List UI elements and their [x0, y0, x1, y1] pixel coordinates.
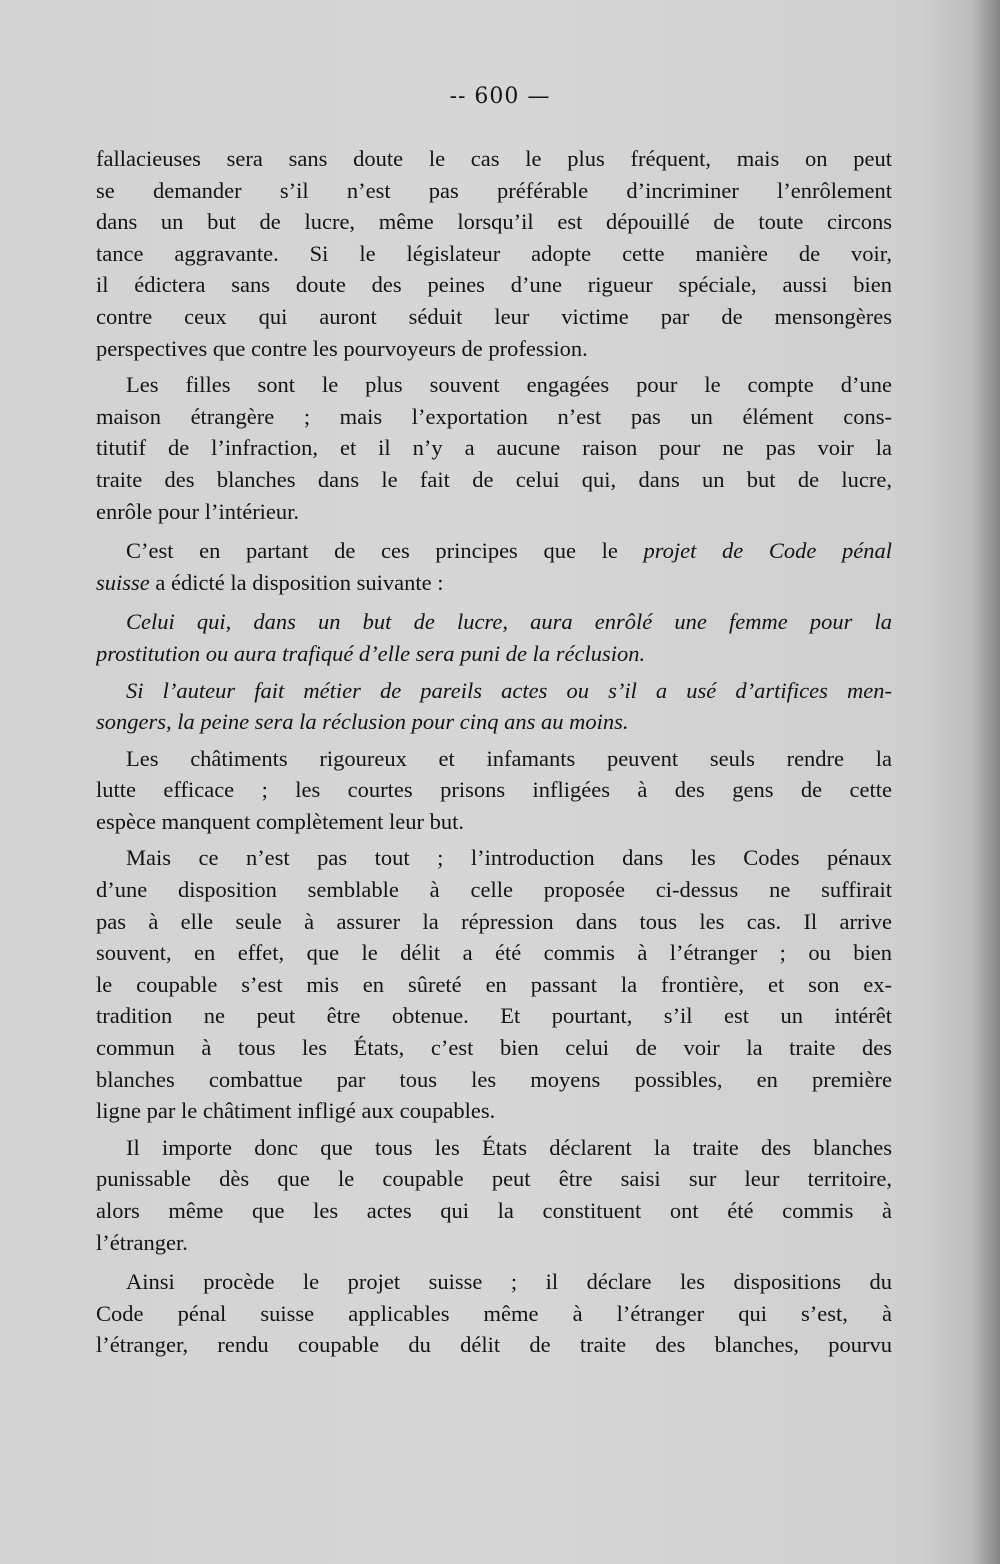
text-line: tradition ne peut être obtenue. Et pourtant, s’il est un intérêt [96, 1003, 892, 1029]
text-line: Ainsi procède le projet suisse ; il déclare les dispositions du [126, 1269, 892, 1295]
text-line: Mais ce n’est pas tout ; l’introduction dans les Codes pénaux [126, 845, 892, 871]
text-line: espèce manquent complètement leur but. [96, 808, 464, 834]
text-line: contre ceux qui auront séduit leur victime par de mensongères [96, 303, 892, 329]
text-line: Celui qui, dans un but de lucre, aura enrôlé une femme pour la [126, 609, 892, 635]
text-line: Les filles sont le plus souvent engagées pour le compte d’une [126, 372, 892, 398]
text-line: fallacieuses sera sans doute le cas le plus fréquent, mais on peut [96, 146, 892, 171]
paragraph-7 [96, 842, 892, 1126]
italic-run: projet de Code pénal [643, 538, 892, 564]
text-line: commun à tous les États, c’est bien celui de voir la traite des [96, 1035, 892, 1061]
text-line: maison étrangère ; mais l’exportation n’est pas un élément cons- [96, 403, 892, 429]
text-line: souvent, en effet, que le délit a été commis à l’étranger ; ou bien [96, 940, 892, 966]
text-line: traite des blanches dans le fait de celui qui, dans un but de lucre, [96, 466, 892, 492]
paragraph-6 [96, 743, 892, 838]
paragraph-5-quotation [96, 675, 892, 738]
text-line: punissable dès que le coupable peut être saisi sur leur territoire, [96, 1166, 892, 1192]
text-line: ligne par le châtiment infligé aux coupables. [96, 1098, 496, 1124]
italic-run: suisse [96, 569, 150, 595]
text-line: il édictera sans doute des peines d’une rigueur spéciale, aussi bien [96, 272, 892, 298]
text-line: blanches combattue par tous les moyens possibles, en première [96, 1066, 892, 1092]
text-line: se demander s’il n’est pas préférable d’incriminer l’enrôlement [96, 177, 892, 203]
paragraph-2 [96, 369, 892, 527]
paragraph-3 [96, 535, 892, 598]
text-line: l’étranger, rendu coupable du délit de traite des blanches, pourvu [96, 1332, 892, 1358]
text-line: perspectives que contre les pourvoyeurs de profession. [96, 335, 588, 361]
text-line: pas à elle seule à assurer la répression dans tous les cas. Il arrive [96, 908, 892, 934]
text-run: C’est en partant de ces principes que le [126, 538, 644, 564]
body-text [96, 143, 892, 1361]
paragraph-4-quotation [96, 606, 892, 669]
text-run: a édicté la disposition suivante : [149, 569, 444, 595]
text-line [96, 535, 892, 567]
text-line: lutte efficace ; les courtes prisons infligées à des gens de cette [96, 777, 892, 803]
page-number: -- 600 — [449, 84, 551, 109]
paragraph-1 [96, 143, 892, 364]
text-line: Il importe donc que tous les États déclarent la traite des blanches [126, 1134, 892, 1160]
text-line: l’étranger. [96, 1229, 188, 1255]
text-line: tance aggravante. Si le législateur adopte cette manière de voir, [96, 240, 892, 266]
text-line: alors même que les actes qui la constituent ont été commis à [96, 1198, 892, 1223]
paragraph-8 [96, 1132, 892, 1258]
text-line: Code pénal suisse applicables même à l’étranger qui s’est, à [96, 1300, 892, 1326]
text-line: titutif de l’infraction, et il n’y a aucune raison pour ne pas voir la [96, 435, 892, 461]
text-line: le coupable s’est mis en sûreté en passant la frontière, et son ex- [96, 971, 892, 997]
text-line: Si l’auteur fait métier de pareils actes ou s’il a usé d’artifices men- [126, 677, 892, 703]
text-line: prostitution ou aura trafiqué d’elle sera puni de la réclusion. [96, 640, 646, 666]
text-line: enrôle pour l’intérieur. [96, 498, 300, 524]
text-line: d’une disposition semblable à celle proposée ci-dessus ne suffirait [96, 877, 892, 903]
page-edge-shadow [972, 0, 1000, 1564]
text-line: songers, la peine sera la réclusion pour cinq ans au moins. [96, 709, 629, 735]
text-line [96, 567, 892, 599]
text-line: dans un but de lucre, même lorsqu’il est dépouillé de toute circons [96, 209, 892, 235]
paragraph-9 [96, 1266, 892, 1361]
text-line: Les châtiments rigoureux et infamants peuvent seuls rendre la [126, 745, 892, 771]
